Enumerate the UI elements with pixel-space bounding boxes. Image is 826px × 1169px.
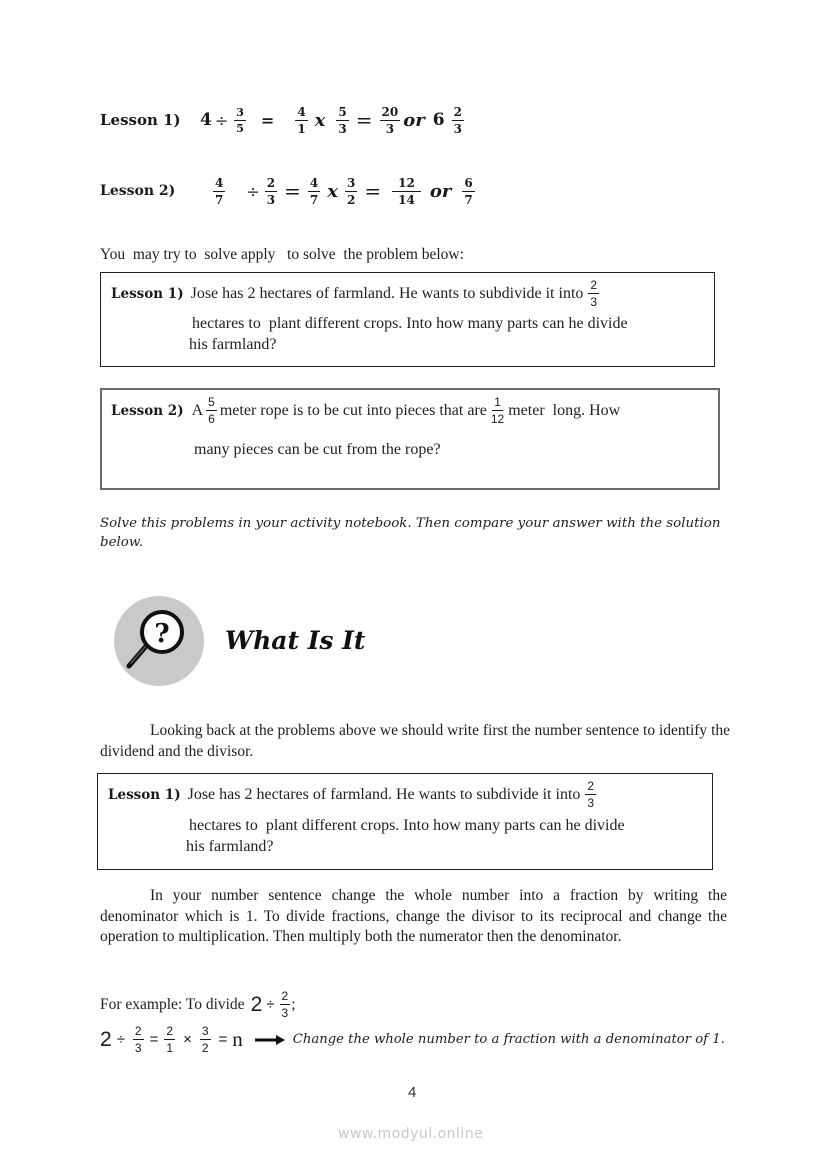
equals-sign: =: [149, 1031, 159, 1048]
times-sign: x: [327, 180, 338, 202]
problem-text: meter long. How: [508, 401, 621, 419]
problem-text: his farmland?: [189, 336, 277, 353]
or-word: or: [403, 109, 425, 131]
equals-sign: =: [218, 1031, 228, 1048]
section-icon-magnifier: [114, 596, 204, 686]
fraction: $\frac{12}{14}$: [392, 177, 421, 206]
problem-text: Jose has 2 hectares of farmland. He wants to subdivide it into: [190, 284, 584, 302]
problem-line-1: [111, 396, 620, 425]
divide-sign: ÷: [246, 181, 260, 201]
example-explanation: Change the whole number to a fraction with a denominator of 1.: [292, 1032, 725, 1047]
divide-sign: ÷: [116, 1031, 125, 1048]
semicolon: ;: [291, 996, 296, 1013]
lesson-label: Lesson 1): [100, 111, 181, 129]
lesson-label: Lesson 1): [108, 786, 181, 803]
fraction: $\frac{2}{3}$: [590, 278, 598, 309]
problem-box-lesson-1: [100, 272, 715, 367]
fraction: $\frac{20}{3}$: [381, 104, 399, 136]
problem-text: hectares to plant different crops. Into how many parts can he divide: [192, 315, 628, 332]
problem-text: many pieces can be cut from the rope?: [194, 441, 441, 458]
lesson-2-solution: [100, 171, 478, 211]
or-word: or: [429, 180, 452, 202]
whole-number: 2: [250, 992, 263, 1016]
svg-text:?: ?: [154, 619, 170, 649]
fraction: $\frac{6}{7}$: [464, 175, 473, 207]
fraction: $\frac{2}{1}$: [166, 1024, 174, 1055]
fraction: $\frac{5}{6}$: [208, 395, 215, 426]
fraction: $\frac{3}{2}$: [346, 175, 356, 207]
fraction: $\frac{2}{3}$: [266, 175, 276, 207]
fraction: $\frac{2}{3}$: [281, 989, 289, 1020]
lesson-label: Lesson 2): [111, 402, 184, 419]
divide-sign: ÷: [266, 996, 275, 1013]
whole-number: 6: [432, 110, 445, 130]
example-intro-text: For example: To divide: [100, 996, 245, 1013]
problem-text: his farmland?: [186, 838, 274, 855]
fraction: $\frac{4}{1}$: [297, 104, 306, 136]
fraction: $\frac{2}{3}$: [453, 104, 462, 136]
problem-text: meter rope is to be cut into pieces that are: [219, 401, 487, 419]
divide-sign: ÷: [214, 110, 229, 130]
paragraph-looking-back: Looking back at the problems above we should write first the number sentence to identify the dividend and the divisor.: [100, 722, 730, 760]
times-sign: x: [314, 109, 326, 131]
problem-text: A: [191, 401, 204, 419]
lesson-1-solution: [100, 100, 467, 140]
equals-sign: =: [364, 179, 382, 203]
fraction: $\frac{5}{3}$: [338, 104, 347, 136]
problem-text: Jose has 2 hectares of farmland. He wants to subdivide it into: [187, 785, 581, 803]
magnifier-question-icon: [114, 596, 204, 686]
right-arrow-icon: [255, 1030, 285, 1049]
fraction: $\frac{4}{7}$: [215, 175, 224, 207]
problem-line-1: [108, 780, 599, 809]
whole-number: 2: [100, 1027, 112, 1051]
problem-box-lesson-2: [100, 388, 720, 490]
equals-sign: =: [355, 108, 373, 132]
watermark: www.modyul.online: [338, 1126, 484, 1142]
equals-sign: =: [284, 179, 301, 203]
instruction-note: Solve this problems in your activity notebook. Then compare your answer with the solution below.: [100, 516, 721, 550]
lesson-label: Lesson 2): [100, 183, 176, 199]
equals-sign: =: [260, 110, 275, 130]
section-title: What Is It: [225, 626, 366, 655]
fraction: $\frac{2}{3}$: [134, 1024, 142, 1055]
dividend: 4: [200, 110, 212, 130]
fraction: $\frac{3}{2}$: [201, 1024, 209, 1055]
problem-line-1: [111, 279, 602, 308]
fraction: $\frac{3}{5}$: [236, 105, 244, 135]
fraction: $\frac{2}{3}$: [587, 779, 595, 810]
example-equation: [100, 1025, 725, 1054]
fraction: $\frac{4}{7}$: [309, 175, 319, 207]
example-intro: [100, 990, 296, 1019]
fraction: $\frac{1}{12}$: [490, 395, 505, 426]
result-variable: n: [232, 1027, 243, 1051]
problem-text: hectares to plant different crops. Into how many parts can he divide: [189, 817, 625, 834]
intro-text: You may try to solve apply to solve the problem below:: [100, 246, 464, 263]
problem-box-lesson-1-repeat: [97, 773, 713, 870]
paragraph-instructions: In your number sentence change the whole number into a fraction by writing the denominator which is 1. To divide fractions, change the divisor to its reciprocal and change the operation to multiplication. Then multiply both the numerator then the denominator.: [100, 887, 727, 945]
lesson-label: Lesson 1): [111, 285, 184, 302]
page-number: 4: [408, 1084, 417, 1101]
times-sign: ×: [183, 1031, 192, 1048]
